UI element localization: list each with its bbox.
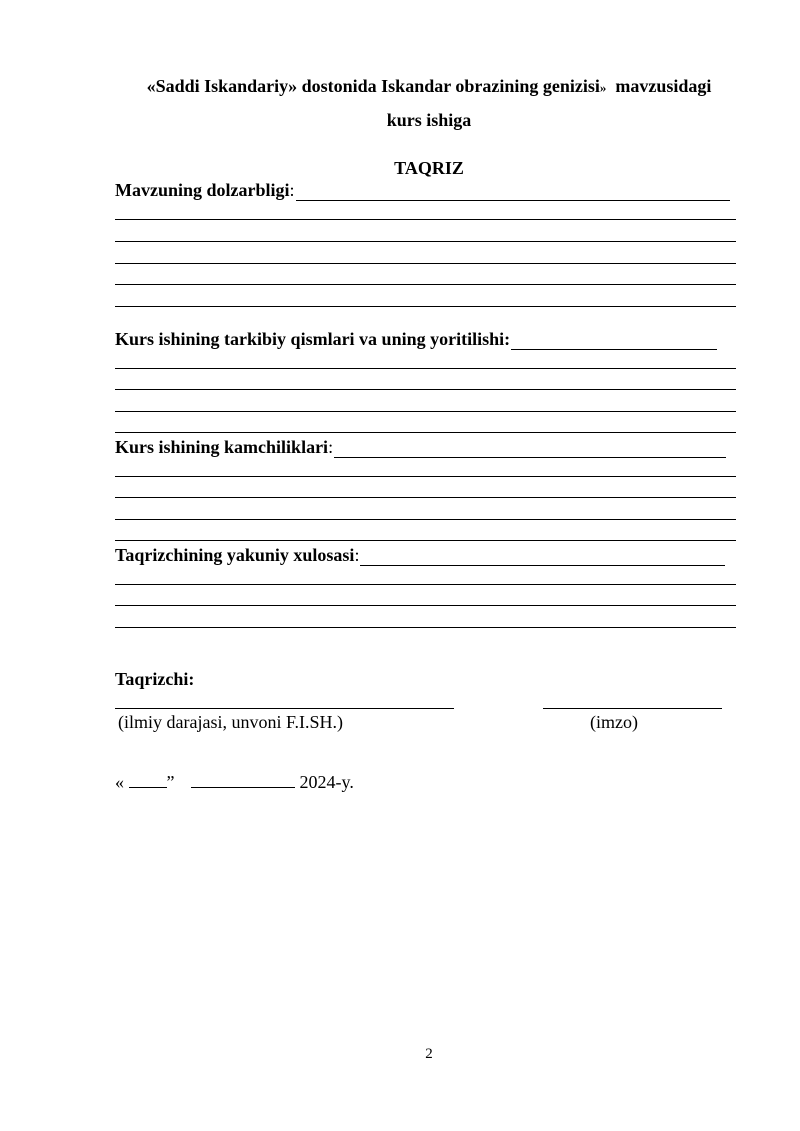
blank-line[interactable] (115, 219, 736, 220)
section-relevance-label (115, 180, 730, 201)
section-label-text: Kurs ishining kamchiliklari (115, 437, 329, 457)
fill-line[interactable] (360, 551, 725, 566)
section-label-text: Kurs ishining tarkibiy qismlari va uning yoritilishi: (115, 329, 511, 349)
reviewer-caption: (ilmiy darajasi, unvoni F.I.SH.) (118, 712, 344, 732)
section-shortcomings-label (115, 437, 726, 458)
date-close-quote: ” (166, 772, 175, 792)
blank-line[interactable] (115, 605, 736, 606)
blank-line[interactable] (115, 241, 736, 242)
date-open-quote: « (115, 772, 129, 792)
blank-line[interactable] (115, 497, 736, 498)
date-line (115, 772, 354, 793)
section-conclusion-label (115, 545, 725, 566)
blank-line[interactable] (115, 519, 736, 520)
day-blank[interactable] (129, 773, 167, 788)
section-label-text: Taqrizchining yakuniy xulosasi (115, 545, 355, 565)
blank-line[interactable] (115, 263, 736, 264)
title-tail: mavzusidagi (615, 76, 712, 96)
signature-line[interactable] (543, 708, 722, 709)
blank-line[interactable] (115, 306, 736, 307)
document-heading: TAQRIZ (394, 158, 464, 178)
title-close-quote: » (599, 80, 607, 95)
section-label-colon: : (354, 545, 360, 565)
blank-line[interactable] (115, 627, 736, 628)
document-title-line-2: kurs ishiga (386, 110, 472, 130)
reviewer-name-line[interactable] (115, 708, 454, 709)
section-label-colon: : (328, 437, 334, 457)
month-blank[interactable] (191, 773, 295, 788)
blank-line[interactable] (115, 540, 736, 541)
document-title-line-1 (0, 76, 800, 97)
blank-line[interactable] (115, 411, 736, 412)
reviewer-label: Taqrizchi: (115, 669, 195, 689)
section-label-text: Mavzuning dolzarbligi (115, 180, 290, 200)
fill-line[interactable] (334, 443, 726, 458)
section-structure-label (115, 329, 717, 350)
blank-line[interactable] (115, 284, 736, 285)
blank-line[interactable] (115, 432, 736, 433)
blank-line[interactable] (115, 584, 736, 585)
blank-line[interactable] (115, 368, 736, 369)
page-number: 2 (425, 1046, 433, 1062)
fill-line[interactable] (296, 186, 730, 201)
title-text: «Saddi Iskandariy» dostonida Iskandar obrazining genizisi (146, 76, 600, 96)
date-year: 2024-y. (299, 772, 354, 792)
section-label-colon: : (289, 180, 295, 200)
fill-line[interactable] (511, 335, 717, 350)
signature-caption: (imzo) (590, 712, 638, 732)
blank-line[interactable] (115, 476, 736, 477)
blank-line[interactable] (115, 389, 736, 390)
